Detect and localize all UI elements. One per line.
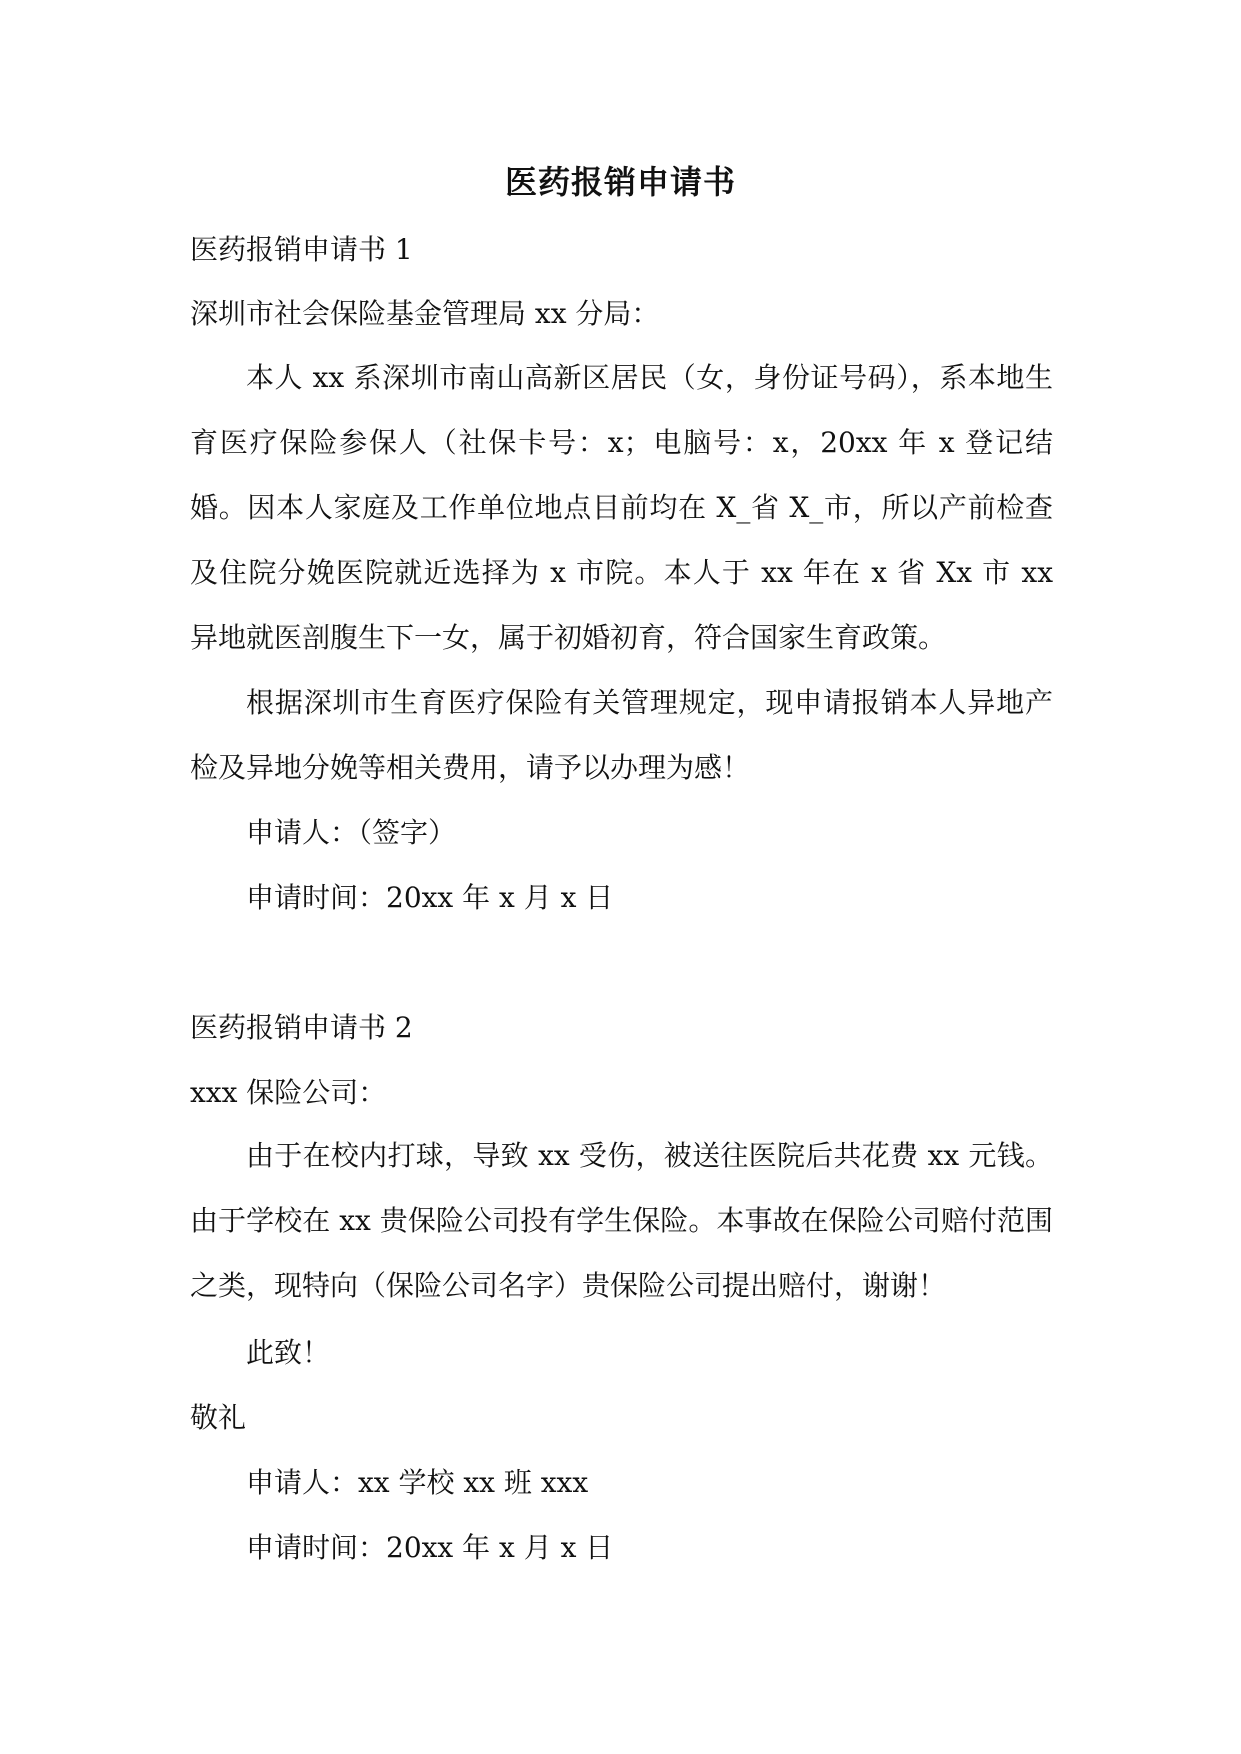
letter2-closing-2: 敬礼 [190, 1401, 247, 1434]
letter2-heading: 医药报销申请书 2 [190, 1011, 413, 1044]
document-title: 医药报销申请书 [504, 163, 736, 201]
letter1-applicant: 申请人：（签字） [246, 816, 457, 849]
letter1-paragraph1: 本人 xx 系深圳市南山高新区居民（女，身份证号码），系本地生育医疗保险参保人（社保卡号：x；电脑号：x，20xx 年 x 登记结婚。因本人家庭及工作单位地点目前均在 X_省 X_市，所以产前检查及住院分娩医院就近选择为 x 市院。本人于 xx 年在 x 省 Xx 市 xx 异地就医剖腹生下一女，属于初婚初育，符合国家生育政策。 [190, 361, 1053, 654]
letter2-paragraph1: 由于在校内打球，导致 xx 受伤，被送往医院后共花费 xx 元钱。由于学校在 xx 贵保险公司投有学生保险。本事故在保险公司赔付范围之类，现特向（保险公司名字）贵保险公司提出赔付，谢谢！ [190, 1139, 1053, 1302]
letter1-heading: 医药报销申请书 1 [190, 233, 413, 266]
letter2-salutation: xxx 保险公司： [190, 1076, 387, 1109]
letter2-date: 申请时间：20xx 年 x 月 x 日 [246, 1531, 614, 1564]
letter2-applicant: 申请人：xx 学校 xx 班 xxx [246, 1466, 589, 1499]
letter1-date: 申请时间：20xx 年 x 月 x 日 [246, 881, 614, 914]
letter1-salutation: 深圳市社会保险基金管理局 xx 分局： [190, 297, 660, 330]
letter1-paragraph2: 根据深圳市生育医疗保险有关管理规定，现申请报销本人异地产检及异地分娩等相关费用，请予以办理为感！ [190, 686, 1053, 784]
letter2-closing-1: 此致！ [246, 1336, 331, 1369]
